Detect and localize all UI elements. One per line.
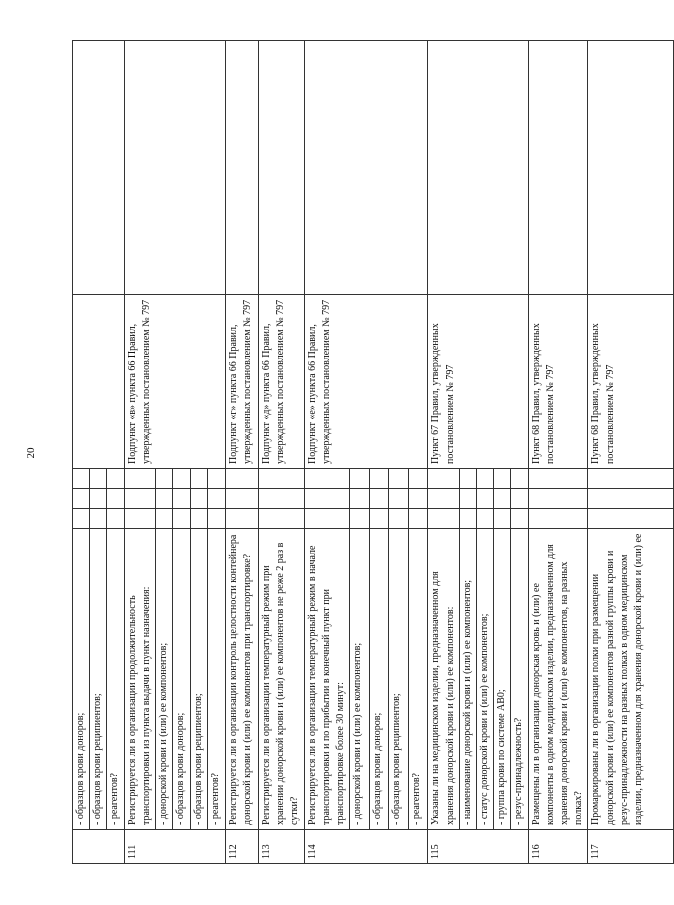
answer-na-cell: [208, 469, 225, 489]
answer-no-cell: [190, 489, 207, 509]
checklist-row: [304, 41, 350, 864]
notes-cell: [304, 41, 428, 295]
question-subitem: - образцов крови реципиентов;: [90, 529, 107, 830]
row-number: 117: [588, 830, 674, 864]
answer-yes-cell: [304, 509, 350, 529]
checklist-row: [124, 41, 155, 864]
answer-na-cell: [90, 469, 107, 489]
question-subitem: - реагентов?: [408, 529, 428, 830]
question-text: Промаркированы ли в организации полки при размещении донорской крови и (или) ее компонентов разной группы крови и резус-принадлежности на разных полках в одном медицинском изделии, предназначенном для хранения донорской крови и (или) ее: [588, 529, 674, 830]
row-number: 115: [428, 830, 528, 864]
checklist-row: [73, 41, 90, 864]
question-text: Регистрируется ли в организации контроль целостности контейнера донорской крови и (или) ее компонентов при транспортировке?: [225, 529, 258, 830]
answer-no-cell: [511, 489, 528, 509]
row-number: [73, 830, 125, 864]
answer-yes-cell: [528, 509, 588, 529]
answer-no-cell: [459, 489, 476, 509]
question-subitem: - образцов крови доноров;: [173, 529, 190, 830]
checklist-row: [528, 41, 588, 864]
answer-yes-cell: [350, 509, 370, 529]
answer-na-cell: [107, 469, 124, 489]
answer-no-cell: [528, 489, 588, 509]
answer-na-cell: [389, 469, 409, 489]
answer-na-cell: [225, 469, 258, 489]
answer-na-cell: [258, 469, 304, 489]
answer-yes-cell: [90, 509, 107, 529]
answer-no-cell: [258, 489, 304, 509]
checklist-row: [258, 41, 304, 864]
notes-cell: [73, 41, 125, 295]
answer-no-cell: [369, 489, 389, 509]
question-text: Размещены ли в организации донорская кровь и (или) ее компоненты в одном медицинском изделии, предназначенном для хранения донорской крови и (или) ее компонентов, на разных полках?: [528, 529, 588, 830]
row-number: 116: [528, 830, 588, 864]
answer-yes-cell: [588, 509, 674, 529]
answer-yes-cell: [107, 509, 124, 529]
question-subitem: - статус донорской крови и (или) ее компонентов;: [477, 529, 494, 830]
answer-no-cell: [155, 489, 172, 509]
question-text: Регистрируется ли в организации температурный режим при хранении донорской крови и (или) ее компонентов не реже 2 раз в сутки?: [258, 529, 304, 830]
answer-no-cell: [124, 489, 155, 509]
answer-yes-cell: [190, 509, 207, 529]
legal-reference: Пункт 67 Правил, утвержденных постановлением № 797: [428, 295, 528, 469]
answer-na-cell: [350, 469, 370, 489]
answer-na-cell: [369, 469, 389, 489]
question-text: Регистрируется ли в организации продолжительность транспортировки из пункта выдачи в пункт назначения:: [124, 529, 155, 830]
answer-yes-cell: [459, 509, 476, 529]
notes-cell: [124, 41, 225, 295]
answer-no-cell: [208, 489, 225, 509]
legal-reference: Подпункт «в» пункта 66 Правил, утвержденных постановлением № 797: [124, 295, 225, 469]
notes-cell: [428, 41, 528, 295]
answer-na-cell: [173, 469, 190, 489]
question-subitem: - образцов крови реципиентов;: [190, 529, 207, 830]
notes-cell: [225, 41, 258, 295]
answer-no-cell: [588, 489, 674, 509]
checklist-table-rotated: [72, 41, 644, 864]
notes-cell: [258, 41, 304, 295]
answer-yes-cell: [511, 509, 528, 529]
legal-reference: Подпункт «г» пункта 66 Правил, утвержденных постановлением № 797: [225, 295, 258, 469]
question-text: - образцов крови доноров;: [73, 529, 90, 830]
question-subitem: - образцов крови доноров;: [369, 529, 389, 830]
question-subitem: - наименование донорской крови и (или) ее компонентов;: [459, 529, 476, 830]
answer-na-cell: [73, 469, 90, 489]
answer-yes-cell: [73, 509, 90, 529]
row-number: 111: [124, 830, 225, 864]
answer-no-cell: [494, 489, 511, 509]
answer-no-cell: [477, 489, 494, 509]
answer-na-cell: [588, 469, 674, 489]
checklist-table: [72, 40, 674, 864]
checklist-row: [428, 41, 459, 864]
legal-reference: Подпункт «е» пункта 66 Правил, утвержденных постановлением № 797: [304, 295, 428, 469]
answer-na-cell: [494, 469, 511, 489]
legal-reference: Пункт 68 Правил, утвержденных постановлением № 797: [528, 295, 588, 469]
answer-no-cell: [73, 489, 90, 509]
answer-na-cell: [428, 469, 459, 489]
answer-no-cell: [408, 489, 428, 509]
question-subitem: - донорской крови и (или) ее компонентов;: [350, 529, 370, 830]
answer-yes-cell: [477, 509, 494, 529]
question-text: Указаны ли на медицинском изделии, предназначенном для хранения донорской крови и (или) ее компонентов:: [428, 529, 459, 830]
answer-no-cell: [225, 489, 258, 509]
question-subitem: - группа крови по системе АВ0;: [494, 529, 511, 830]
answer-yes-cell: [208, 509, 225, 529]
question-subitem: - образцов крови реципиентов;: [389, 529, 409, 830]
answer-yes-cell: [155, 509, 172, 529]
answer-na-cell: [124, 469, 155, 489]
answer-yes-cell: [408, 509, 428, 529]
answer-no-cell: [173, 489, 190, 509]
answer-no-cell: [90, 489, 107, 509]
legal-reference: Подпункт «д» пункта 66 Правил, утвержденных постановлением № 797: [258, 295, 304, 469]
answer-no-cell: [428, 489, 459, 509]
legal-reference: Пункт 68 Правил, утвержденных постановлением № 797: [588, 295, 674, 469]
page-number: 20: [25, 447, 37, 459]
question-subitem: - донорской крови и (или) ее компонентов;: [155, 529, 172, 830]
answer-na-cell: [304, 469, 350, 489]
question-text: Регистрируется ли в организации температурный режим в начале транспортировки и по прибытии в конечный пункт при транспортировке более 30 минут:: [304, 529, 350, 830]
answer-yes-cell: [258, 509, 304, 529]
question-subitem: - реагентов?: [107, 529, 124, 830]
answer-na-cell: [459, 469, 476, 489]
checklist-body: [73, 41, 674, 864]
answer-no-cell: [304, 489, 350, 509]
row-number: 113: [258, 830, 304, 864]
answer-na-cell: [511, 469, 528, 489]
answer-yes-cell: [369, 509, 389, 529]
answer-yes-cell: [428, 509, 459, 529]
answer-yes-cell: [173, 509, 190, 529]
checklist-row: [588, 41, 674, 864]
answer-na-cell: [190, 469, 207, 489]
question-subitem: - реагентов?: [208, 529, 225, 830]
answer-yes-cell: [494, 509, 511, 529]
row-number: 112: [225, 830, 258, 864]
question-subitem: - резус-принадлежность?: [511, 529, 528, 830]
checklist-row: [225, 41, 258, 864]
answer-yes-cell: [225, 509, 258, 529]
answer-na-cell: [155, 469, 172, 489]
answer-yes-cell: [389, 509, 409, 529]
notes-cell: [528, 41, 588, 295]
answer-no-cell: [107, 489, 124, 509]
answer-yes-cell: [124, 509, 155, 529]
answer-na-cell: [528, 469, 588, 489]
notes-cell: [588, 41, 674, 295]
row-number: 114: [304, 830, 428, 864]
legal-reference: [73, 295, 125, 469]
answer-na-cell: [408, 469, 428, 489]
answer-no-cell: [389, 489, 409, 509]
answer-na-cell: [477, 469, 494, 489]
answer-no-cell: [350, 489, 370, 509]
